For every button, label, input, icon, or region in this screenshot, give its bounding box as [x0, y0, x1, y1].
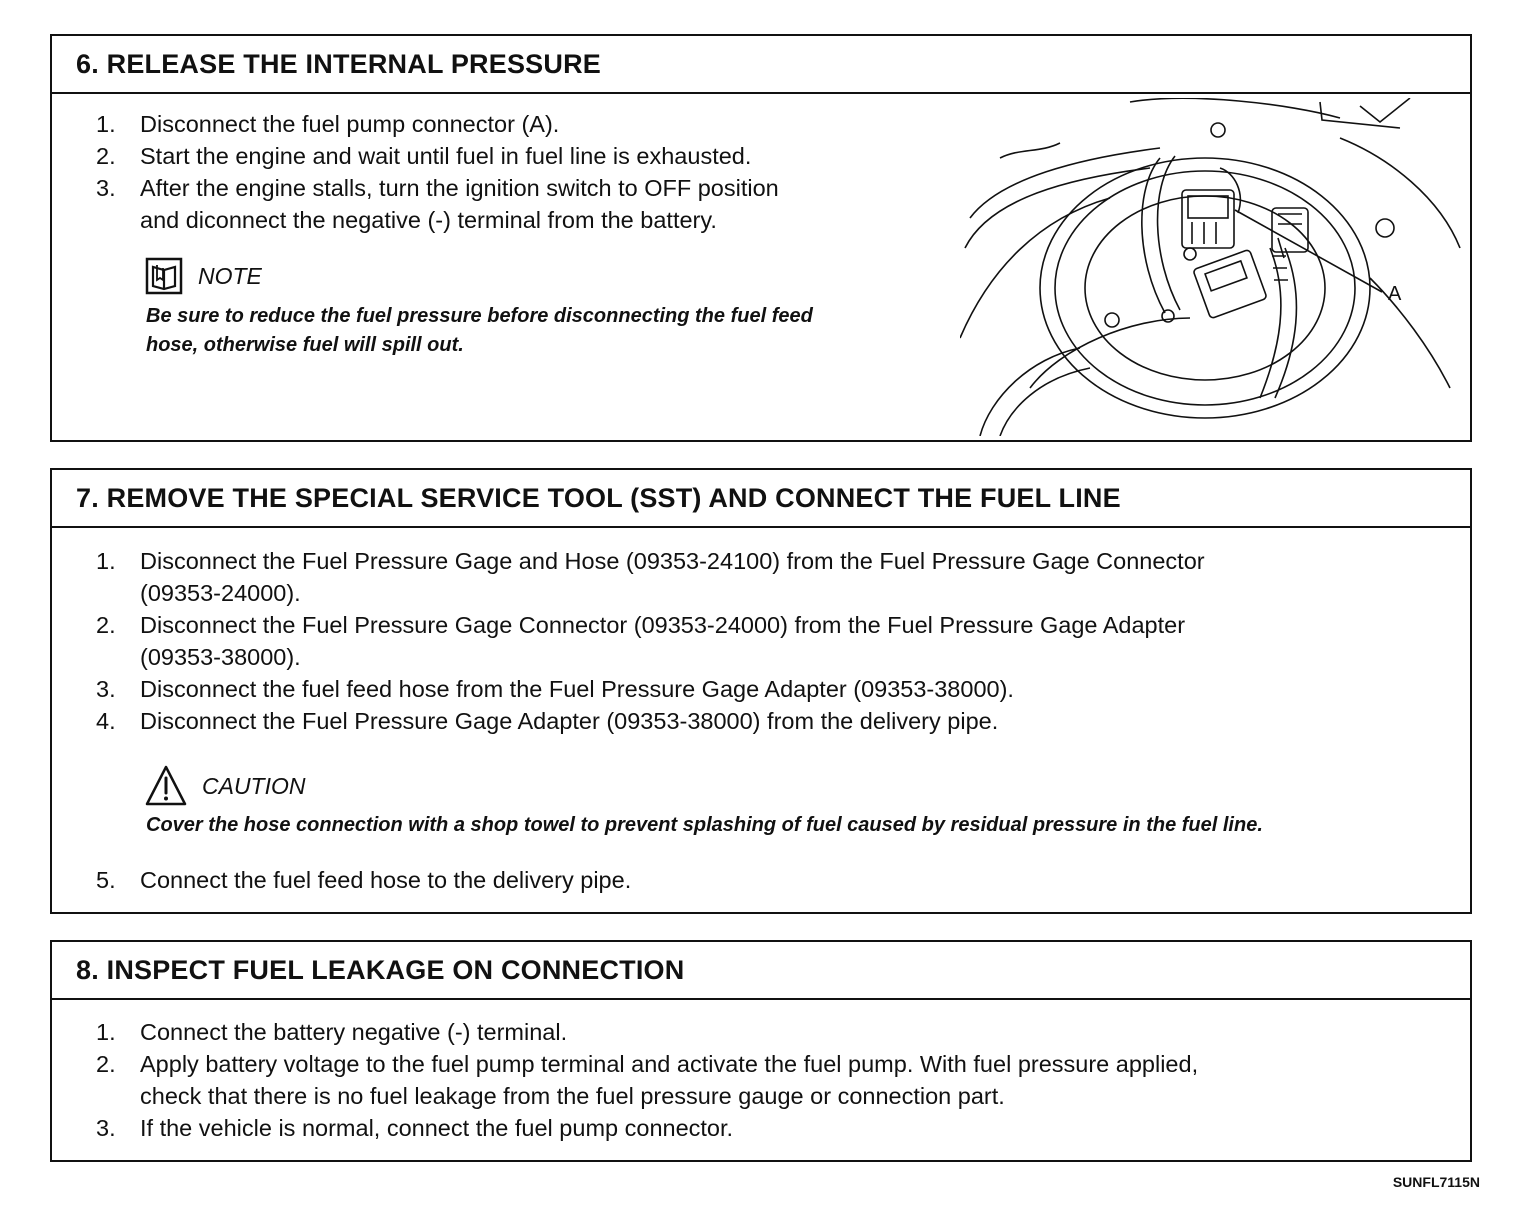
document-code: SUNFL7115N	[1392, 1174, 1480, 1190]
step-number: 2.	[96, 143, 116, 169]
caution-heading	[52, 763, 1470, 809]
note-label: NOTE	[198, 262, 262, 289]
section-6	[50, 34, 1472, 442]
list-item	[52, 545, 1470, 609]
step-number: 1.	[96, 548, 116, 574]
section-7-title: 7. REMOVE THE SPECIAL SERVICE TOOL (SST) AND CONNECT THE FUEL LINE	[52, 470, 1470, 528]
figure-label-a: A	[1388, 283, 1402, 305]
list-item	[52, 864, 1470, 896]
step-text-line: and diconnect the negative (-) terminal from the battery.	[140, 207, 717, 233]
step-number: 3.	[96, 676, 116, 702]
section-6-body	[52, 94, 1470, 440]
step-text-line: Apply battery voltage to the fuel pump terminal and activate the fuel pump. With fuel pressure applied,	[140, 1051, 1199, 1077]
caution-label: CAUTION	[202, 772, 306, 799]
section-7-steps-cont	[52, 864, 1470, 896]
step-text: Connect the battery negative (-) terminal.	[140, 1019, 568, 1045]
step-text: Start the engine and wait until fuel in fuel line is exhausted.	[140, 143, 752, 169]
step-number: 2.	[96, 612, 116, 638]
step-number: 5.	[96, 867, 116, 893]
list-item	[52, 673, 1470, 705]
step-text-line: (09353-38000).	[140, 644, 301, 670]
book-icon	[144, 256, 184, 296]
section-6-title: 6. RELEASE THE INTERNAL PRESSURE	[52, 36, 1470, 94]
step-text-line: After the engine stalls, turn the ignition switch to OFF position	[140, 175, 779, 201]
section-8	[50, 940, 1472, 1162]
section-8-body	[52, 1000, 1470, 1160]
step-number: 3.	[96, 175, 116, 201]
step-number: 1.	[96, 111, 116, 137]
section-8-steps	[52, 1000, 1470, 1144]
step-number: 3.	[96, 1115, 116, 1141]
step-text-line: check that there is no fuel leakage from the fuel pressure gauge or connection part.	[140, 1083, 1005, 1109]
list-item	[52, 1016, 1470, 1048]
note-text-line: hose, otherwise fuel will spill out.	[146, 334, 464, 356]
caution-box	[52, 763, 1470, 840]
list-item	[52, 705, 1470, 737]
step-text-line: (09353-24000).	[140, 580, 301, 606]
fuel-pump-connector-illustration	[960, 98, 1470, 436]
section-8-title: 8. INSPECT FUEL LEAKAGE ON CONNECTION	[52, 942, 1470, 1000]
list-item	[52, 1048, 1470, 1112]
step-text: Disconnect the fuel feed hose from the Fuel Pressure Gage Adapter (09353-38000).	[140, 676, 1014, 702]
step-text: Connect the fuel feed hose to the delivery pipe.	[140, 867, 632, 893]
caution-text: Cover the hose connection with a shop towel to prevent splashing of fuel caused by residual pressure in the fuel line.	[146, 814, 1263, 836]
section-7-body	[52, 528, 1470, 912]
step-text-line: Disconnect the Fuel Pressure Gage Connector (09353-24000) from the Fuel Pressure Gage Adapter	[140, 612, 1186, 638]
section-7	[50, 468, 1472, 914]
step-number: 4.	[96, 708, 116, 734]
step-text: Disconnect the fuel pump connector (A).	[140, 111, 560, 137]
step-text: If the vehicle is normal, connect the fuel pump connector.	[140, 1115, 734, 1141]
list-item	[52, 1112, 1470, 1144]
step-number: 2.	[96, 1051, 116, 1077]
note-text-line: Be sure to reduce the fuel pressure before disconnecting the fuel feed	[146, 305, 813, 327]
step-number: 1.	[96, 1019, 116, 1045]
section-7-steps	[52, 528, 1470, 737]
step-text: Disconnect the Fuel Pressure Gage Adapter (09353-38000) from the delivery pipe.	[140, 708, 999, 734]
list-item	[52, 609, 1470, 673]
warning-triangle-icon	[144, 764, 188, 808]
step-text-line: Disconnect the Fuel Pressure Gage and Hose (09353-24100) from the Fuel Pressure Gage Connector	[140, 548, 1205, 574]
